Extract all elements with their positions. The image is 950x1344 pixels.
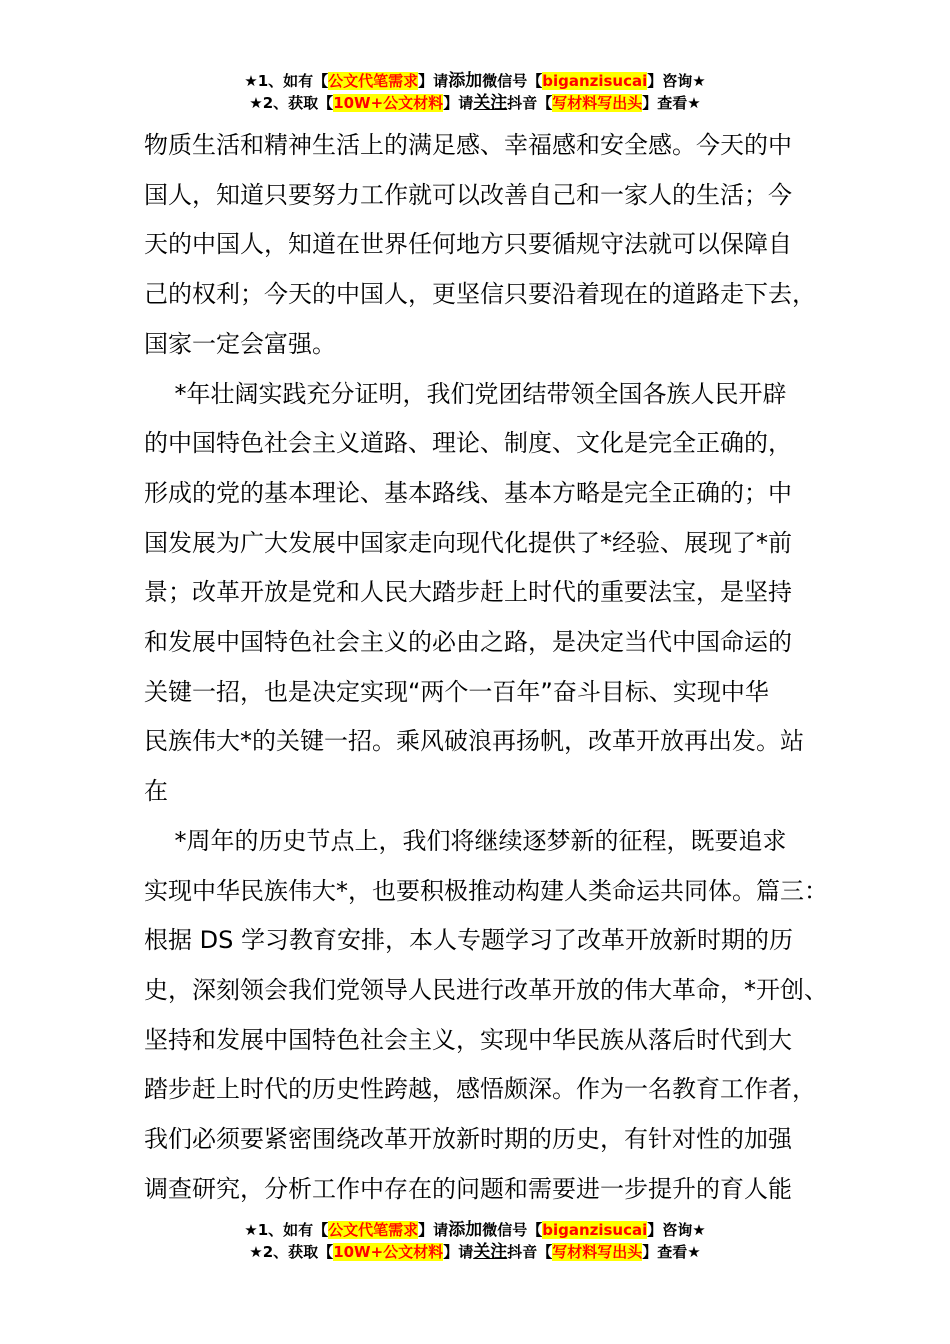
- text-line: 的中国特色社会主义道路、理论、制度、文化是完全正确的，: [144, 429, 792, 458]
- text-line: 关键一招，也是决定实现“两个一百年”奋斗目标、实现中华: [144, 677, 769, 706]
- banner-highlight: 10W+公文材料: [333, 94, 444, 112]
- text-line: 形成的党的基本理论、基本路线、基本方略是完全正确的；中: [144, 478, 792, 507]
- banner-highlight: biganzisucai: [542, 72, 648, 90]
- text-line: 和发展中国特色社会主义的必由之路，是决定当代中国命运的: [144, 628, 792, 657]
- banner-highlight: 公文代笔需求: [328, 1221, 419, 1239]
- text-line: 己的权利；今天的中国人，更坚信只要沿着现在的道路走下去，: [144, 280, 816, 309]
- text-line: 踏步赶上时代的历史性跨越，感悟颇深。作为一名教育工作者，: [144, 1075, 816, 1104]
- header-banner: [0, 70, 950, 114]
- footer-banner: [0, 1219, 950, 1263]
- banner-highlight: biganzisucai: [542, 1221, 648, 1239]
- text-line: 国人，知道只要努力工作就可以改善自己和一家人的生活；今: [144, 180, 792, 209]
- text-line: 实现中华民族伟大*，也要积极推动构建人类命运共同体。篇三：: [144, 876, 828, 905]
- text-line: 根据 DS 学习教育安排，本人专题学习了改革开放新时期的历: [144, 926, 793, 955]
- banner-line-1: ★1、如有【公文代笔需求】请添加微信号【biganzisucai】咨询★: [244, 71, 706, 91]
- text-line: 国发展为广大发展中国家走向现代化提供了*经验、展现了*前: [144, 528, 792, 557]
- text-line: *年壮阔实践充分证明，我们党团结带领全国各族人民开辟: [144, 379, 787, 408]
- banner-highlight: 10W+公文材料: [333, 1243, 444, 1261]
- text-line: 史，深刻领会我们党领导人民进行改革开放的伟大革命，*开创、: [144, 975, 828, 1004]
- text-line: 调查研究，分析工作中存在的问题和需要进一步提升的育人能: [144, 1174, 792, 1203]
- banner-highlight: 写材料写出头: [552, 1243, 643, 1261]
- text-line: 天的中国人，知道在世界任何地方只要循规守法就可以保障自: [144, 230, 792, 259]
- text-line: 我们必须要紧密围绕改革开放新时期的历史，有针对性的加强: [144, 1125, 792, 1154]
- banner-line-2: ★2、获取【10W+公文材料】请关注抖音【写材料写出头】查看★: [249, 93, 701, 113]
- banner-highlight: 写材料写出头: [552, 94, 643, 112]
- text-line: 民族伟大*的关键一招。乘风破浪再扬帆，改革开放再出发。站: [144, 727, 804, 756]
- banner-line-2: ★2、获取【10W+公文材料】请关注抖音【写材料写出头】查看★: [249, 1242, 701, 1262]
- text-line: *周年的历史节点上，我们将继续逐梦新的征程，既要追求: [144, 826, 787, 855]
- banner-line-1: ★1、如有【公文代笔需求】请添加微信号【biganzisucai】咨询★: [244, 1220, 706, 1240]
- document-body: [144, 121, 834, 1214]
- text-line: 国家一定会富强。: [144, 329, 336, 358]
- text-line: 景；改革开放是党和人民大踏步赶上时代的重要法宝，是坚持: [144, 578, 792, 607]
- text-line: 坚持和发展中国特色社会主义，实现中华民族从落后时代到大: [144, 1025, 792, 1054]
- text-line: 物质生活和精神生活上的满足感、幸福感和安全感。今天的中: [144, 131, 792, 159]
- text-line: 在: [144, 777, 168, 806]
- banner-highlight: 公文代笔需求: [328, 72, 419, 90]
